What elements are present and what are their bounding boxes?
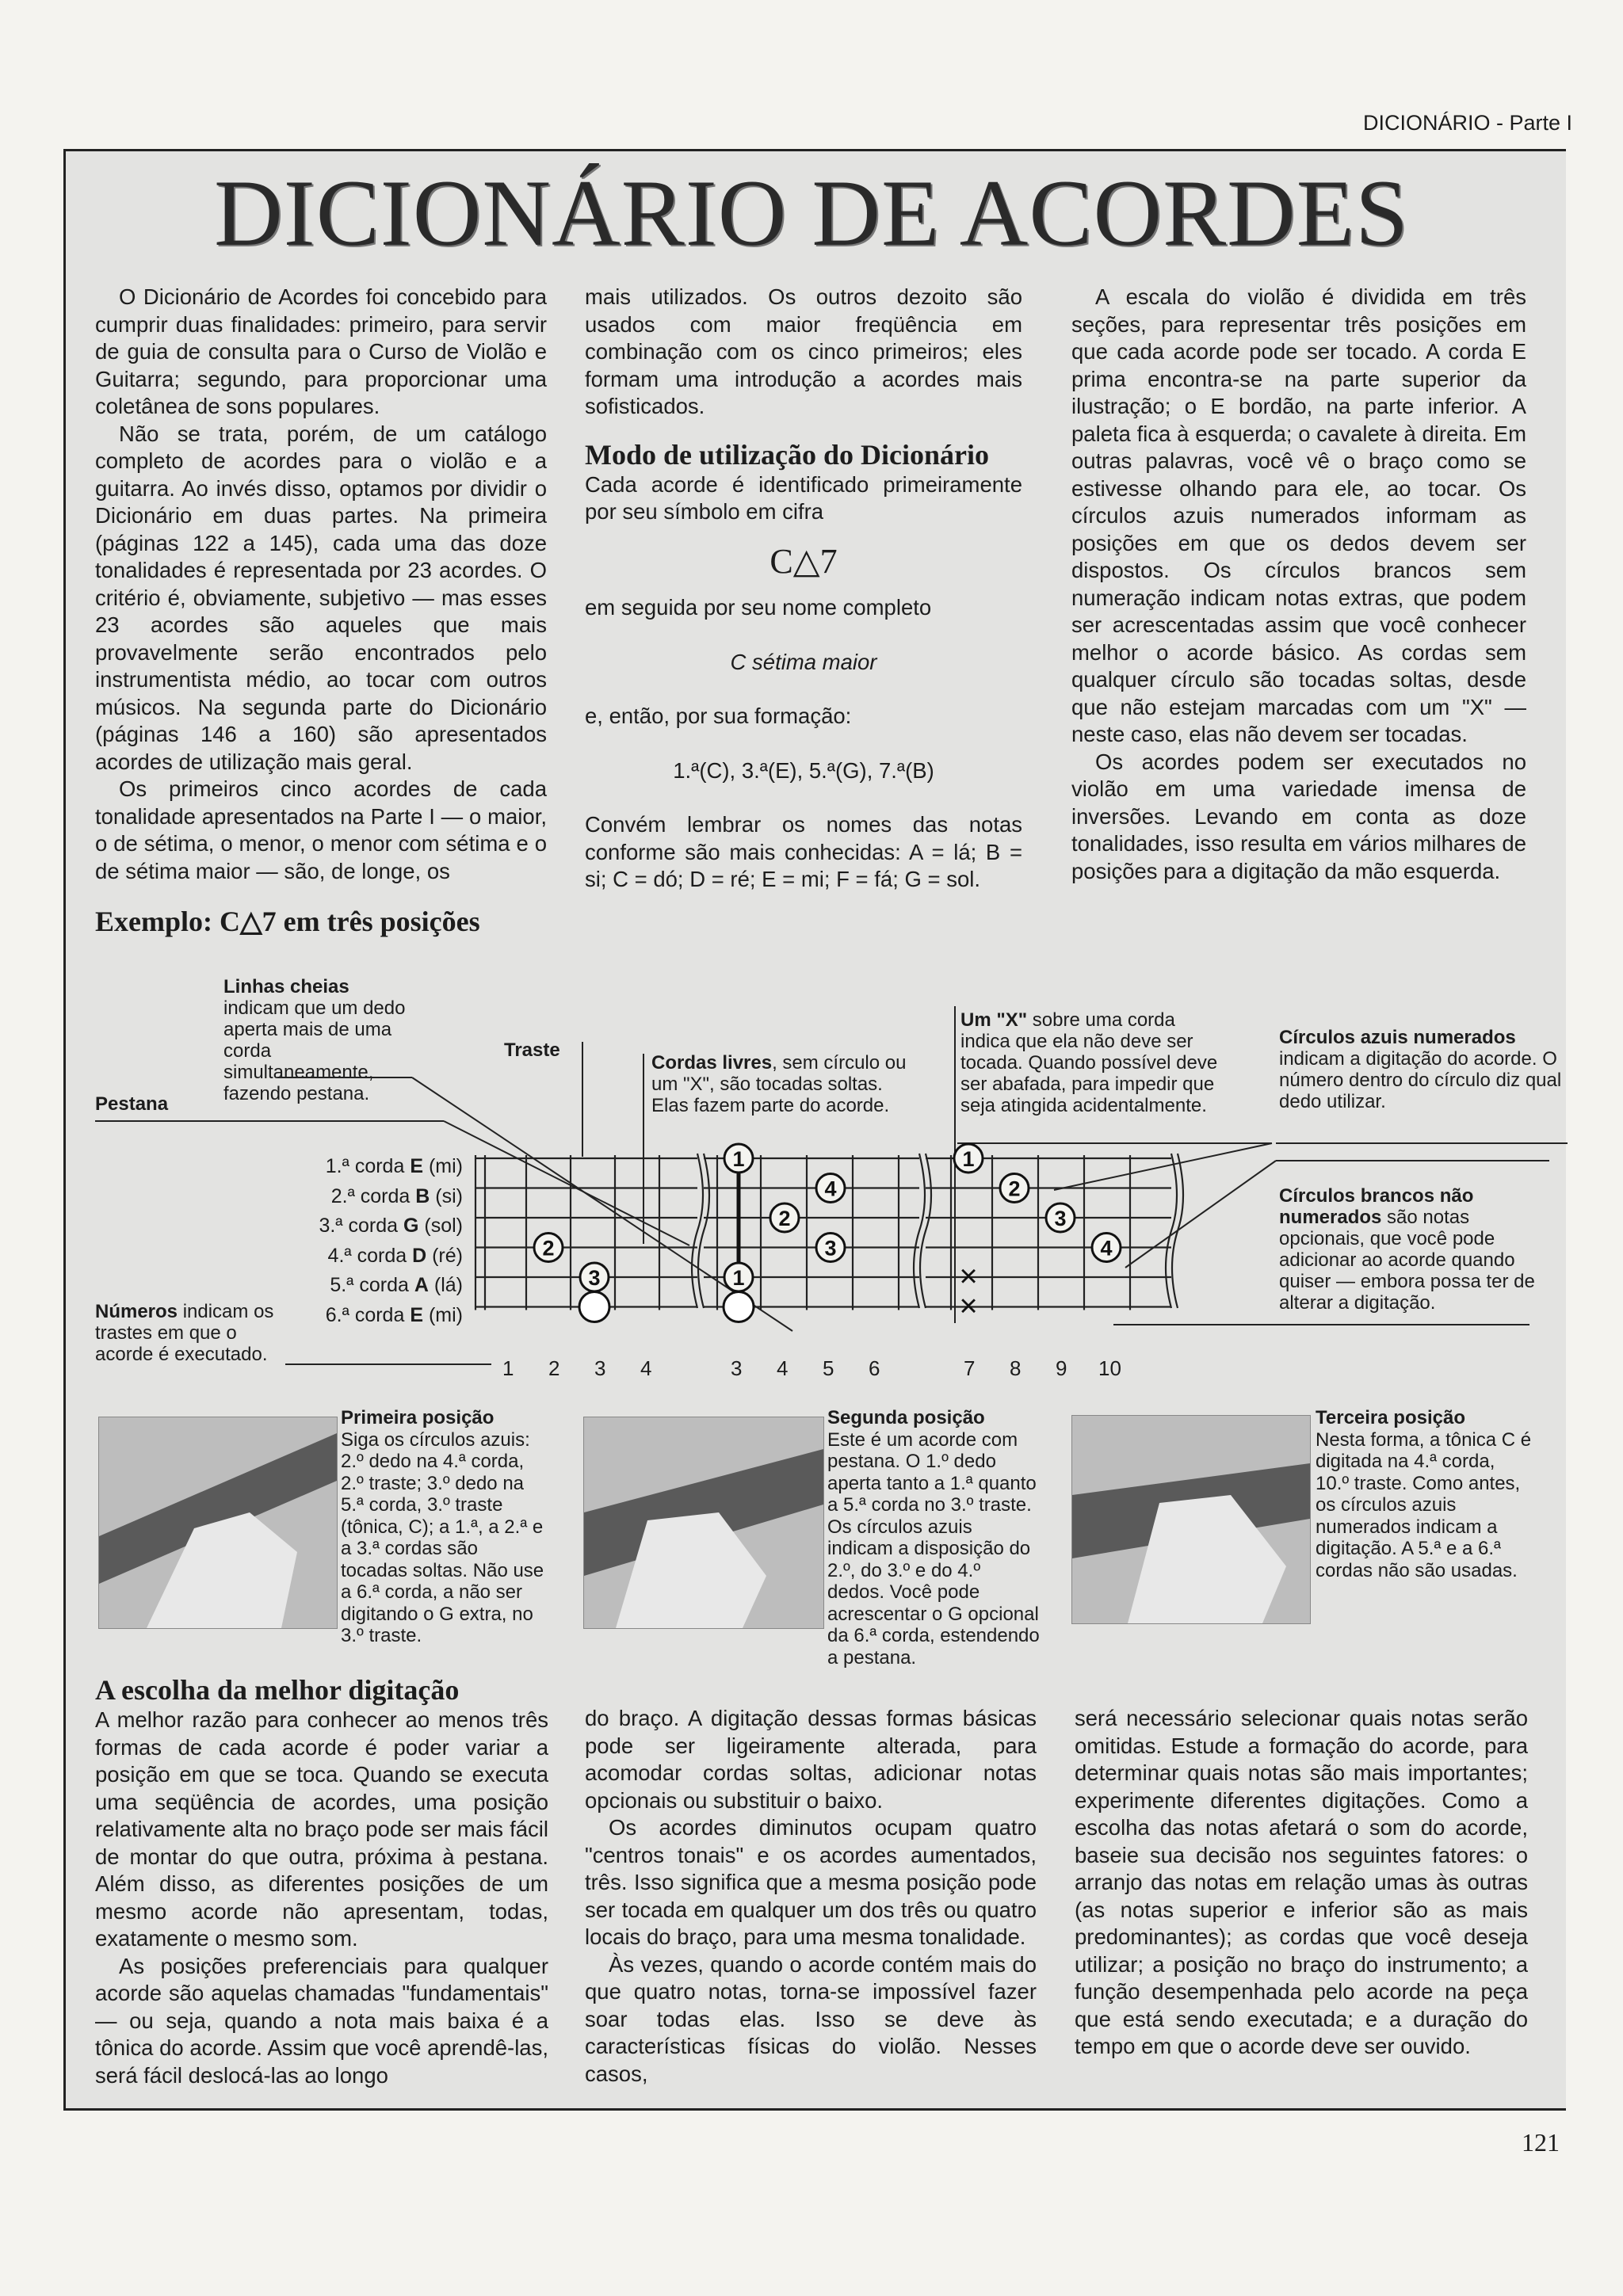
string-name: (mi) bbox=[428, 1303, 463, 1326]
finger-circle bbox=[580, 1263, 609, 1291]
caption-first-position bbox=[341, 1407, 547, 1647]
paragraph: Convém lembrar os nomes das notas conforme são mais conhecidas: A = lá; B = si; C = dó; D = ré; E = mi; F = fá; G = sol. bbox=[585, 812, 1022, 891]
paragraph: será necessário selecionar quais notas serão omitidas. Estude a formação do acorde, para determinar quais notas são mais importantes; experimente diferentes digitações. Como a escolha das notas afetará o som do acorde, baseie sua decisão nos seguintes fatores: o arranjo das notas em relação umas às outras (as notas superior e inferior são as mais predominantes); as cordas que você deseja utilizar; a posição no braço do instrumento; a função desempenhada pelo acorde na peça que está sendo executada; e a duração do tempo em que o acorde deve ser ouvido. bbox=[1075, 1706, 1528, 2058]
finger-circle bbox=[770, 1203, 799, 1232]
chord-name: C sétima maior bbox=[730, 649, 877, 674]
bottom-column-1 bbox=[95, 1673, 548, 2089]
intro-column-1 bbox=[95, 284, 547, 885]
finger-number: 3 bbox=[588, 1266, 601, 1290]
finger-circle bbox=[1000, 1174, 1029, 1203]
string-note: B bbox=[415, 1184, 430, 1207]
note-bold: Círculos azuis numerados bbox=[1279, 1027, 1516, 1048]
finger-number: 1 bbox=[732, 1266, 745, 1290]
photo-third-position bbox=[1071, 1415, 1311, 1624]
break-edge bbox=[692, 1154, 703, 1308]
string-note: E bbox=[410, 1303, 424, 1326]
note-bold: Números bbox=[95, 1301, 178, 1322]
note-bold: Um "X" bbox=[960, 1009, 1028, 1031]
fret-number: 7 bbox=[964, 1356, 976, 1380]
fret-number: 5 bbox=[823, 1356, 834, 1380]
paragraph: As posições preferenciais para qualquer acorde são aquelas chamadas "fundamentais" — ou seja, quando a nota mais baixa é a tônica do acorde. Assim que você aprendê-las, será fácil deslocá-las ao longo bbox=[95, 1953, 548, 2088]
paragraph: do braço. A digitação dessas formas básicas pode ser ligeiramente alterada, para acomodar cordas soltas, adicionar notas opcionais ou substituir o baixo. bbox=[585, 1706, 1037, 1813]
string-name: (si) bbox=[435, 1184, 463, 1207]
paragraph: Os primeiros cinco acordes de cada tonalidade apresentados na Parte I — o maior, o de sétima, o menor, o menor com sétima e o de sétima maior — são, de longe, os bbox=[95, 776, 547, 883]
chord-formation: 1.ª(C), 3.ª(E), 5.ª(G), 7.ª(B) bbox=[673, 757, 934, 783]
finger-number: 4 bbox=[824, 1177, 837, 1201]
fretboard-diagram bbox=[0, 951, 1623, 1379]
hand-on-neck-illustration bbox=[1072, 1416, 1310, 1623]
caption-second-position bbox=[827, 1407, 1041, 1669]
paragraph: A escala do violão é dividida em três seções, para representar três posições em que cada acorde pode ser tocado. A corda E prima encontra-se na parte superior da ilustração; o E bordão, na parte inferior. A paleta fica à esquerda; o cavalete à direita. Em outras palavras, você vê o braço como se estivesse olhando para ele, ao tocar. Os círculos azuis numerados informam as posições em que os dedos devem ser dispostos. Os círculos brancos sem numeração indicam notas extras, que podem ser acrescentadas assim que você conhecer melhor o acorde básico. As cordas sem qualquer círculo são tocadas soltas, desde que não estejam marcadas com um "X" — neste caso, elas não devem ser tocadas. bbox=[1071, 284, 1526, 746]
break-edge bbox=[1172, 1154, 1183, 1308]
string-name: (mi) bbox=[428, 1155, 463, 1177]
leader-line bbox=[1054, 1143, 1272, 1190]
string-ordinal: 4.ª corda bbox=[327, 1244, 407, 1267]
fret-number: 4 bbox=[640, 1356, 652, 1380]
string-name: (ré) bbox=[432, 1244, 463, 1267]
note-text: indicam a digitação do acorde. O número dentro do círculo diz qual dedo utilizar. bbox=[1279, 1048, 1562, 1112]
optional-note-circle bbox=[579, 1292, 609, 1322]
muted-string-x: × bbox=[959, 1259, 978, 1294]
page-title: DICIONÁRIO DE ACORDES bbox=[214, 160, 1409, 265]
example-heading: Exemplo: C△7 em três posições bbox=[95, 906, 480, 937]
finger-circle bbox=[724, 1144, 753, 1173]
fret-number: 10 bbox=[1098, 1356, 1121, 1380]
note-bold: Círculos brancos não numerados bbox=[1279, 1185, 1474, 1228]
bottom-column-3 bbox=[1075, 1705, 1528, 2061]
paragraph: A melhor razão para conhecer ao menos três formas de cada acorde é poder variar a posição em que se toca. Quando se executa uma seqüência de acordes, uma posição relativamente alta no braço pode ser mais fácil de montar do que outra, próxima à pestana. Além disso, as diferentes posições de um mesmo acorde não apresentam, todas, exatamente o mesmo som. bbox=[95, 1707, 548, 1951]
fret-number: 3 bbox=[594, 1356, 606, 1380]
intro-column-3 bbox=[1071, 284, 1526, 885]
finger-circle bbox=[816, 1234, 845, 1262]
fret-number: 6 bbox=[869, 1356, 880, 1380]
finger-number: 1 bbox=[732, 1147, 745, 1171]
string-note: G bbox=[403, 1215, 419, 1237]
finger-marks bbox=[534, 1144, 1121, 1324]
finger-number: 3 bbox=[824, 1236, 837, 1261]
string-ordinal: 6.ª corda bbox=[325, 1303, 405, 1326]
caption-title: Primeira posição bbox=[341, 1407, 495, 1428]
finger-circle bbox=[1046, 1203, 1075, 1232]
intro-column-2 bbox=[585, 284, 1022, 894]
paragraph: Às vezes, quando o acorde contém mais do que quatro notas, torna-se impossível fazer soar todas elas. Isso se deve às características físicas do violão. Nesses casos, bbox=[585, 1951, 1037, 2086]
string-ordinal: 5.ª corda bbox=[330, 1274, 409, 1296]
caption-text: Este é um acorde com pestana. O 1.º dedo aperta tanto a 1.ª quanto a 5.ª corda no 3.º traste. Os círculos azuis indicam a disposição do 2.º, do 3.º e do 4.º dedos. Você pode acrescentar o G opcional da 6.ª corda, estendendo a pestana. bbox=[827, 1428, 1040, 1669]
string-name: (sol) bbox=[424, 1215, 463, 1237]
note-text: indicam os trastes em que o acorde é executado. bbox=[95, 1301, 274, 1365]
string-note: D bbox=[412, 1244, 427, 1267]
fret-number: 4 bbox=[777, 1356, 789, 1380]
hand-on-neck-illustration bbox=[584, 1417, 823, 1628]
chord-symbol: C△7 bbox=[769, 541, 838, 581]
string-note: E bbox=[410, 1155, 424, 1177]
caption-title: Terceira posição bbox=[1316, 1407, 1465, 1428]
hand-on-neck-illustration bbox=[99, 1417, 337, 1628]
finger-number: 1 bbox=[962, 1147, 975, 1171]
string-note: A bbox=[414, 1274, 429, 1296]
paragraph: Cada acorde é identificado primeiramente por seu símbolo em cifra bbox=[585, 471, 1022, 524]
finger-number: 2 bbox=[778, 1207, 791, 1230]
string-ordinal: 3.ª corda bbox=[319, 1215, 399, 1237]
finger-circle bbox=[816, 1174, 845, 1203]
fret-number: 1 bbox=[502, 1356, 514, 1380]
muted-string-x: × bbox=[959, 1288, 978, 1324]
break-edge bbox=[920, 1154, 931, 1308]
note-text: , sem círculo ou um "X", são tocadas soltas. Elas fazem parte do acorde. bbox=[651, 1052, 907, 1116]
leader-line bbox=[444, 1121, 689, 1245]
string-name: (lá) bbox=[433, 1274, 463, 1296]
fret-number: 3 bbox=[731, 1356, 743, 1380]
caption-third-position bbox=[1316, 1407, 1533, 1581]
note-bold: Linhas cheias bbox=[223, 976, 349, 997]
section-heading-usage: Modo de utilização do Dicionário bbox=[585, 438, 989, 471]
paragraph: e, então, por sua formação: bbox=[585, 704, 852, 728]
caption-title: Segunda posição bbox=[827, 1407, 985, 1428]
string-ordinal: 2.ª corda bbox=[330, 1184, 411, 1207]
paragraph: em seguida por seu nome completo bbox=[585, 595, 932, 620]
note-traste: Traste bbox=[504, 1039, 560, 1061]
section-heading-digitacao: A escolha da melhor digitação bbox=[95, 1674, 460, 1706]
paragraph: Os acordes diminutos ocupam quatro "centros tonais" e os acordes aumentados, três. Isso significa que a mesma posição pode ser tocada em qualquer um dos três ou quatro locais do braço, para uma mesma tonalidade. bbox=[585, 1815, 1037, 1949]
note-pestana: Pestana bbox=[95, 1093, 169, 1115]
bottom-column-2 bbox=[585, 1705, 1037, 2088]
running-head: DICIONÁRIO - Parte I bbox=[1362, 111, 1572, 135]
caption-text: Siga os círculos azuis: 2.º dedo na 4.ª corda, 2.º traste; 3.º dedo na 5.ª corda, 3.º traste (tônica, C); a 1.ª, a 2.ª e a 3.ª cordas são tocadas soltas. Não use a 6.ª corda, a não ser digitando o G extra, no 3.º traste. bbox=[341, 1428, 544, 1646]
paragraph: Os acordes podem ser executados no violão em uma variedade imensa de inversões. Levando em conta as doze tonalidades, isso resulta em vários milhares de posições para a digitação da mão esquerda. bbox=[1071, 749, 1526, 883]
fret-number: 8 bbox=[1010, 1356, 1022, 1380]
fret-number: 9 bbox=[1056, 1356, 1067, 1380]
finger-number: 3 bbox=[1054, 1207, 1067, 1230]
leader-line bbox=[1125, 1161, 1276, 1268]
caption-text: Nesta forma, a tônica C é digitada na 4.ª corda, 10.º traste. Como antes, os círculos azuis numerados indicam a digitação. A 5.ª e a 6.ª cordas não são usadas. bbox=[1316, 1428, 1532, 1581]
finger-circle bbox=[534, 1234, 563, 1262]
string-ordinal: 1.ª corda bbox=[325, 1155, 405, 1177]
note-text: são notas opcionais, que você pode adicionar ao acorde quando quiser — embora possa ter de alterar a digitação. bbox=[1279, 1207, 1535, 1314]
finger-number: 2 bbox=[1008, 1177, 1021, 1201]
note-text: sobre uma corda indica que ela não deve ser tocada. Quando possível deve ser abafada, para impedir que seja atingida acidentalmente. bbox=[960, 1009, 1218, 1116]
finger-circle bbox=[724, 1263, 753, 1291]
finger-circle bbox=[954, 1144, 983, 1173]
break-edge bbox=[1166, 1154, 1177, 1308]
break-edge bbox=[914, 1154, 925, 1308]
finger-number: 2 bbox=[542, 1236, 555, 1261]
finger-number: 4 bbox=[1100, 1236, 1113, 1261]
photo-first-position bbox=[98, 1417, 338, 1629]
note-text: indicam que um dedo aperta mais de uma corda simultaneamente, fazendo pestana. bbox=[223, 997, 406, 1104]
fret-number: 2 bbox=[548, 1356, 560, 1380]
note-bold: Cordas livres bbox=[651, 1052, 773, 1074]
optional-note-circle bbox=[724, 1292, 754, 1322]
photo-second-position bbox=[583, 1417, 824, 1629]
break-edge bbox=[698, 1154, 709, 1308]
paragraph: O Dicionário de Acordes foi concebido para cumprir duas finalidades: primeiro, para servir de guia de consulta para o Curso de Violão e Guitarra; segundo, para proporcionar uma coletânea de sons populares. bbox=[95, 284, 547, 418]
paragraph: mais utilizados. Os outros dezoito são usados com maior freqüência em combinação com os cinco primeiros; eles formam uma introdução a acordes mais sofisticados. bbox=[585, 284, 1022, 418]
finger-circle bbox=[1092, 1234, 1121, 1262]
page-number: 121 bbox=[1522, 2128, 1560, 2157]
paragraph: Não se trata, porém, de um catálogo completo de acordes para o violão e a guitarra. Ao invés disso, optamos por dividir o Dicionário em duas partes. Na primeira (páginas 122 a 145), cada uma das doze tonalidades é representada por 23 acordes. O critério é, obviamente, subjetivo — mas esses 23 acordes são aqueles que mais provavelmente serão encontrados pelo instrumentista médio, ao tocar com outros músicos. Na segunda parte do Dicionário (páginas 146 a 160) são apresentados acordes de utilização mais geral. bbox=[95, 421, 547, 774]
